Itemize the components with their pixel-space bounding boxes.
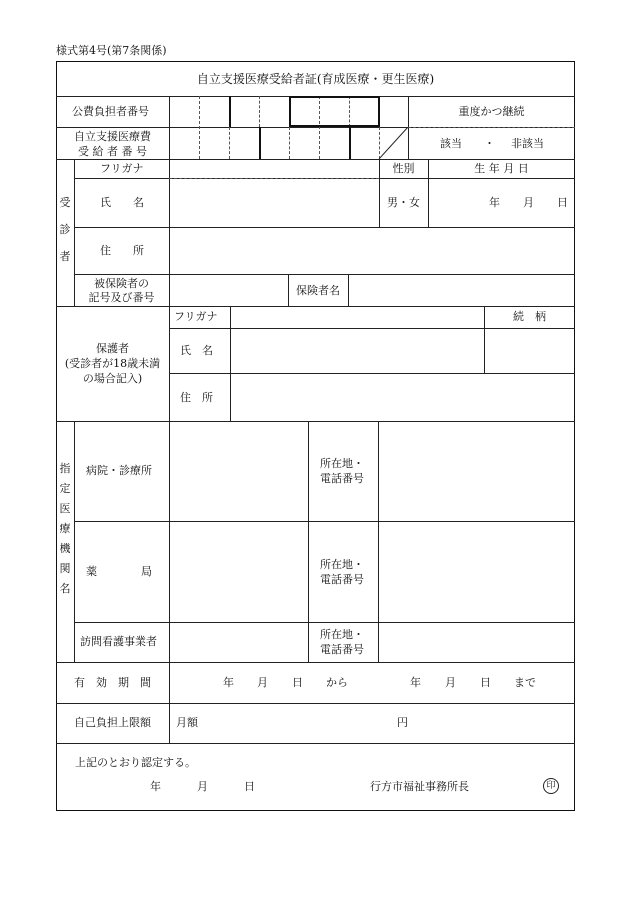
patient-section-label: 受 診 者 [59, 196, 71, 263]
nursing-location-label-2: 電話番号 [320, 643, 364, 656]
patient-furigana-label: フリガナ [100, 162, 144, 175]
validity-from-day: 日 [292, 676, 303, 689]
public-payer-bold-box [289, 96, 380, 127]
validity-from-suffix: から [326, 676, 348, 689]
hospital-location-label-1: 所在地・ [320, 457, 364, 470]
validity-from-month: 月 [257, 676, 268, 689]
nursing-label: 訪問看護事業者 [80, 635, 157, 648]
validity-label: 有 効 期 間 [74, 676, 151, 689]
form-title: 自立支援医療受給者証(育成医療・更生医療) [196, 72, 435, 86]
pharmacy-location-label-2: 電話番号 [320, 573, 364, 586]
public-payer-number-label: 公費負担者番号 [72, 105, 149, 118]
insurer-name-label: 保険者名 [296, 284, 340, 297]
cert-day: 日 [244, 780, 255, 793]
hospital-label: 病院・診療所 [86, 464, 152, 477]
cert-month: 月 [197, 780, 208, 793]
yen-label: 円 [397, 716, 408, 729]
issuer-name: 行方市福祉事務所長 [370, 780, 469, 793]
birthdate-label: 生 年 月 日 [474, 162, 529, 175]
relationship-label: 続 柄 [513, 310, 546, 323]
pharmacy-label: 薬 局 [86, 565, 152, 578]
form-number: 様式第4号(第7条関係) [56, 44, 167, 57]
certification-statement: 上記のとおり認定する。 [75, 756, 196, 769]
monthly-label: 月額 [176, 716, 198, 729]
recipient-number-label-2: 受 給 者 番 号 [78, 145, 147, 158]
insured-label-2: 記号及び番号 [88, 291, 155, 304]
guardian-address-label: 住 所 [180, 391, 213, 404]
patient-address-label: 住 所 [100, 244, 144, 257]
gender-label: 性別 [392, 162, 415, 175]
applicable-option[interactable]: 該当 [440, 137, 462, 150]
option-separator: ・ [484, 137, 495, 150]
validity-to-day: 日 [480, 676, 491, 689]
birth-day: 日 [557, 196, 568, 209]
cert-year: 年 [150, 780, 161, 793]
birth-year: 年 [489, 196, 500, 209]
hospital-location-label-2: 電話番号 [320, 472, 364, 485]
guardian-label-3: の場合記入) [82, 372, 143, 385]
recipient-number-label-1: 自立支援医療費 [74, 130, 151, 143]
severe-continuous-label: 重度かつ継続 [458, 105, 525, 118]
insured-label-1: 被保険者の [94, 277, 149, 290]
guardian-name-label: 氏 名 [180, 344, 213, 357]
validity-to-year: 年 [410, 676, 421, 689]
guardian-label-2: (受診者が18歳未満 [64, 357, 161, 370]
not-applicable-option[interactable]: 非該当 [511, 137, 544, 150]
birth-month: 月 [523, 196, 534, 209]
diagonal-line [379, 127, 409, 159]
limit-label: 自己負担上限額 [74, 716, 151, 729]
validity-to-suffix: まで [514, 676, 536, 689]
gender-value[interactable]: 男・女 [387, 196, 420, 209]
patient-name-label: 氏 名 [100, 196, 144, 209]
guardian-label-1: 保護者 [96, 342, 129, 355]
pharmacy-location-label-1: 所在地・ [320, 558, 364, 571]
validity-to-month: 月 [445, 676, 456, 689]
guardian-furigana-label: フリガナ [174, 310, 218, 323]
medical-institution-section-label: 指 定 医 療 機 関 名 [59, 462, 71, 595]
seal-mark: 印 [543, 778, 559, 794]
validity-from-year: 年 [223, 676, 234, 689]
nursing-location-label-1: 所在地・ [320, 628, 364, 641]
